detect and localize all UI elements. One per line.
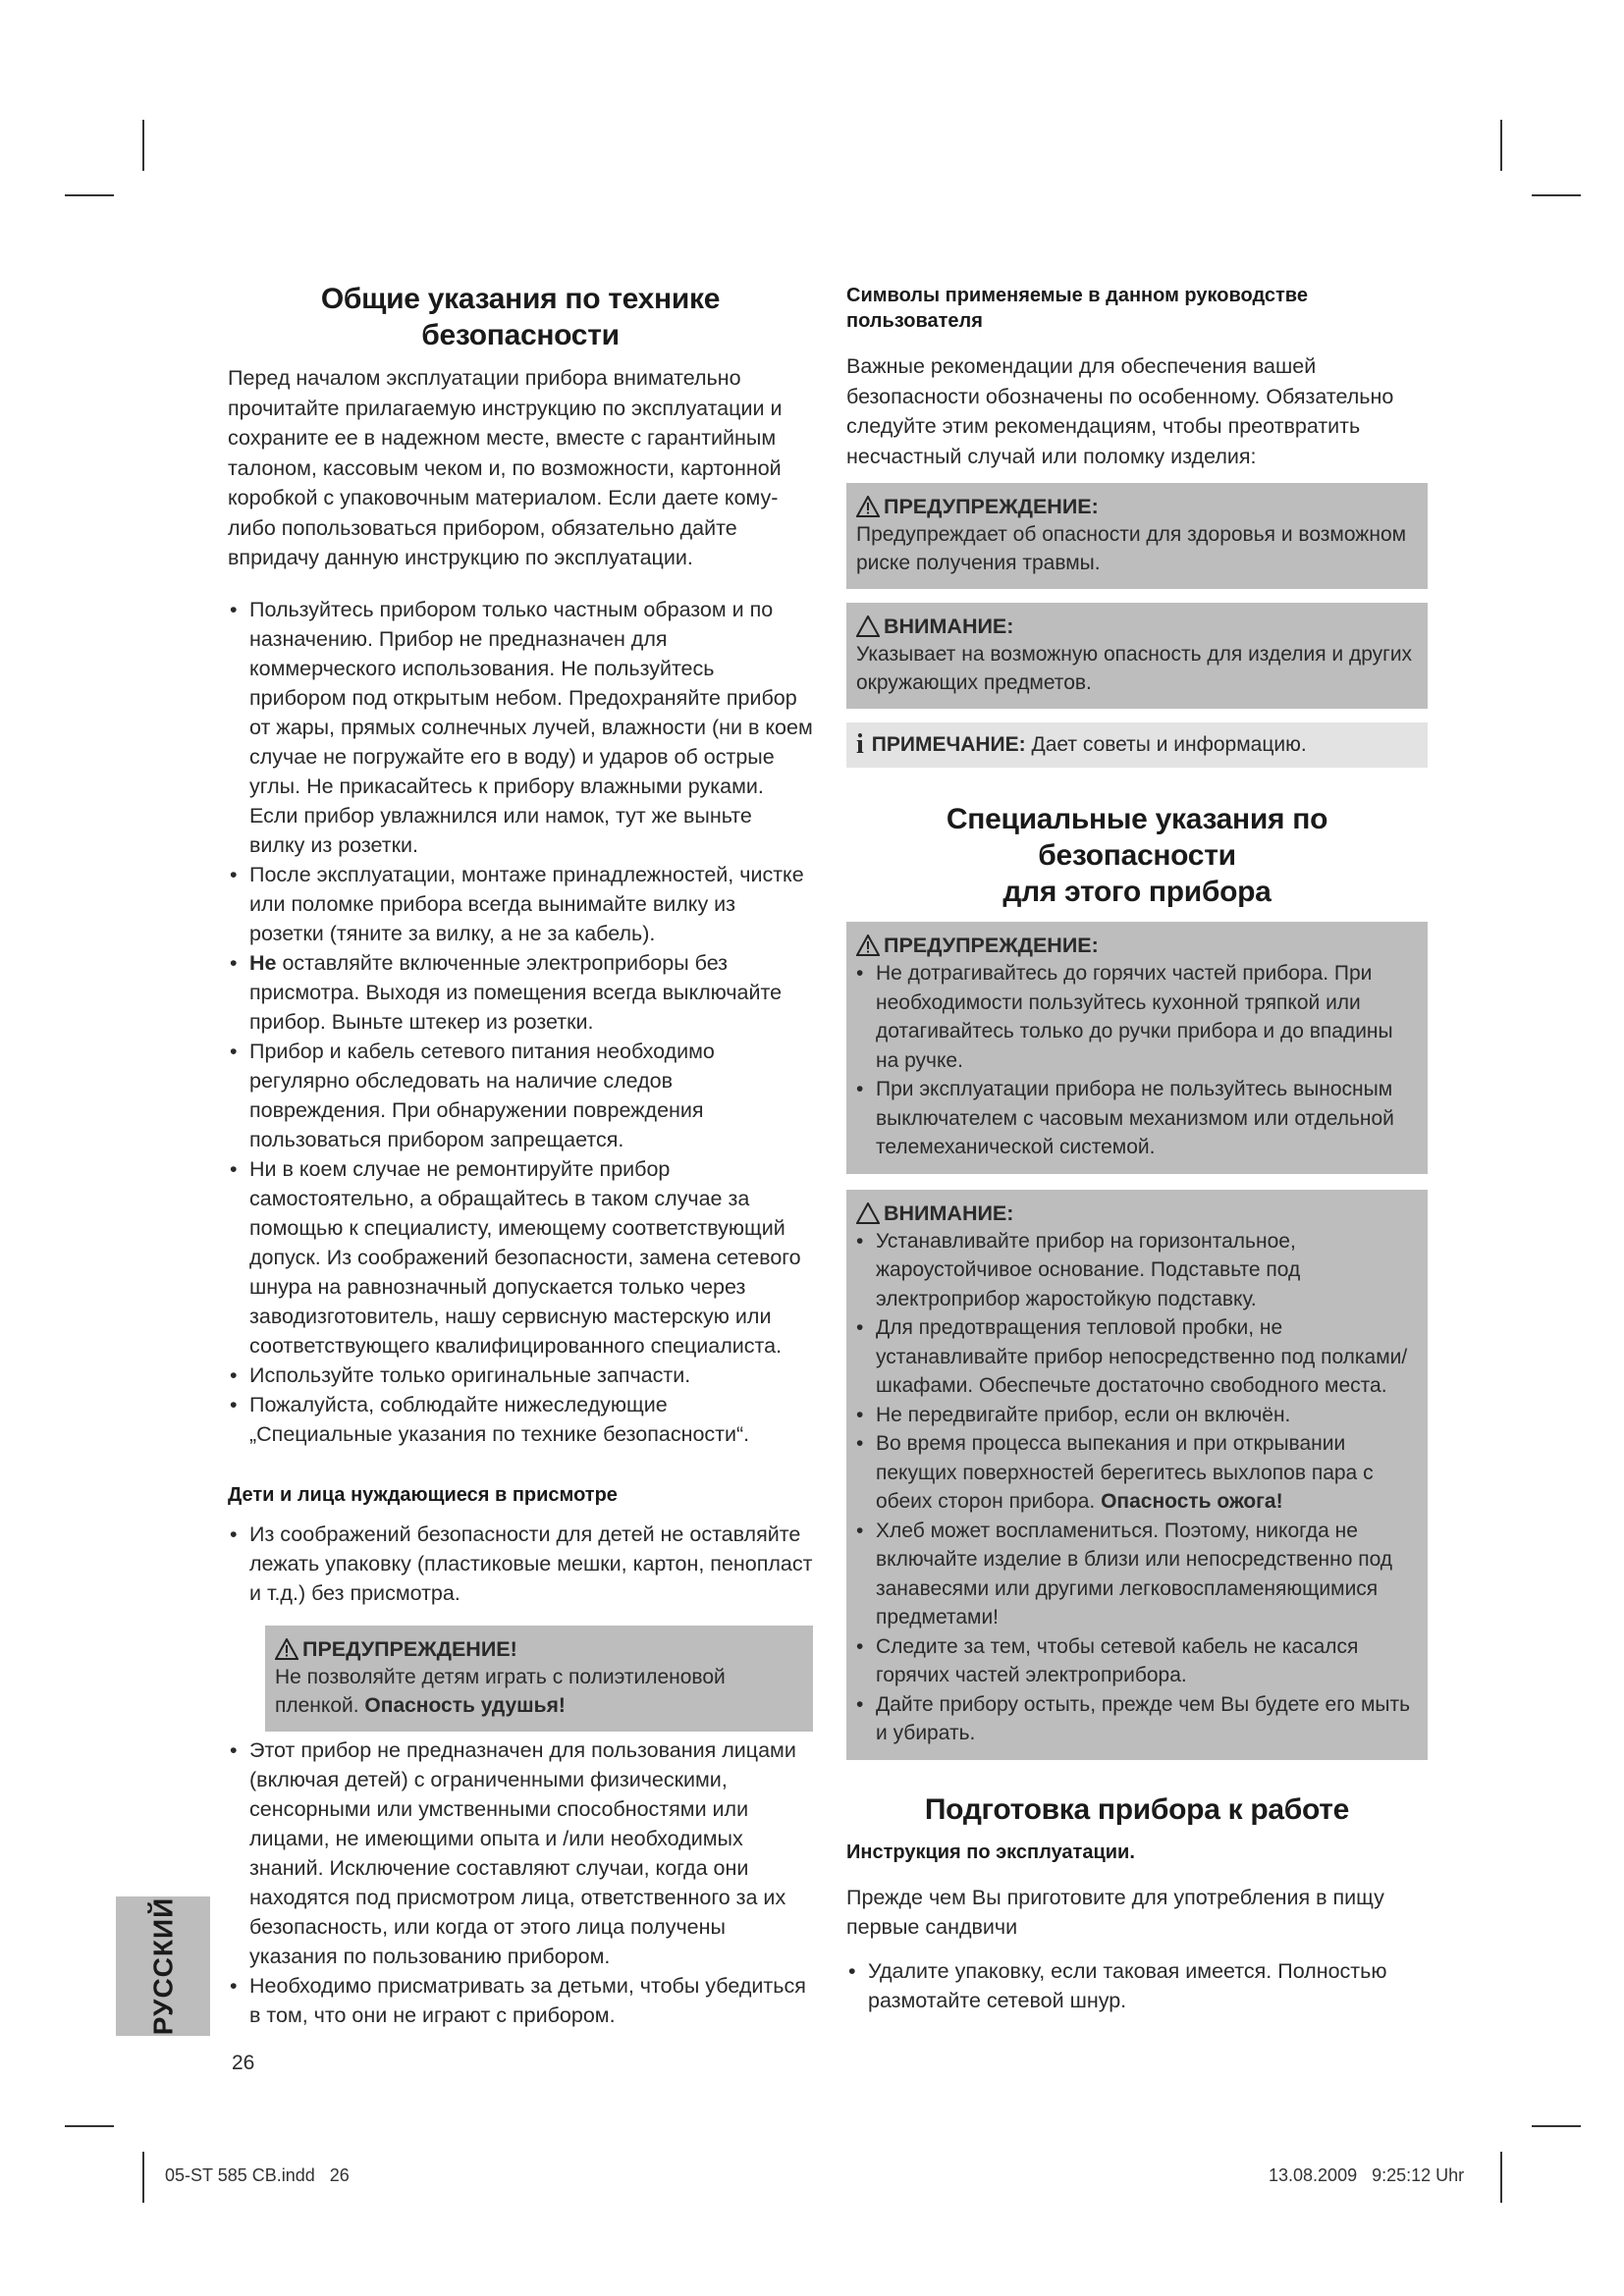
list-item: • Следите за тем, чтобы сетевой кабель не касался горячих частей электроприбора. [856, 1632, 1418, 1690]
special-safety-title: Специальные указания по безопасности для этого прибора [946, 803, 1328, 908]
caution-definition-box [846, 603, 1428, 709]
list-item: • После эксплуатации, монтаже принадлежностей, чистке или поломке прибора всегда вынимайте вилку из розетки (тяните за вилку, а не за кабель). [228, 860, 813, 948]
children-heading: Дети и лица нуждающиеся в присмотре [228, 1483, 618, 1506]
special-caution-list [856, 1227, 1418, 1748]
caution-definition-title: ВНИМАНИЕ: [856, 613, 1418, 640]
right-column [846, 281, 1428, 2015]
caution-triangle-icon [856, 615, 880, 637]
crop-mark [65, 2125, 114, 2127]
list-item: • Используйте только оригинальные запчасти. [228, 1361, 813, 1390]
list-item: • Ни в коем случае не ремонтируйте прибор самостоятельно, а обращайтесь в таком случае за помощью к специалисту, имеющему соответствующий допуск. Из соображений безопасности, замена сетевого шнура на равнозначный допускается только через заводизготовитель, нашу сервисную мастерскую или соответствующего квалифицированного специалиста. [228, 1154, 813, 1361]
preparation-subheading: Инструкция по эксплуатации. [846, 1841, 1135, 1863]
warning-triangle-icon [856, 496, 880, 517]
warning-triangle-icon [275, 1638, 298, 1660]
preparation-title: Подготовка прибора к работе [924, 1792, 1350, 1826]
children-warning-title: ПРЕДУПРЕЖДЕНИЕ! [275, 1635, 803, 1663]
special-warning-box [846, 922, 1428, 1174]
special-warning-title: ПРЕДУПРЕЖДЕНИЕ: [856, 932, 1418, 959]
warning-definition-box [846, 483, 1428, 589]
list-item: • Не дотрагивайтесь до горячих частей прибора. При необходимости пользуйтесь кухонной тряпкой или дотагивайтесь только до ручки прибора и до впадины на ручке. [856, 959, 1418, 1075]
list-item: • Пользуйтесь прибором только частным образом и по назначению. Прибор не предназначен для коммерческого использования. Не пользуйтесь прибором под открытым небом. Предохраняйте прибор от жары, прямых солнечных лучей, влажности (ни в коем случае не погружайте его в воду) и ударов об острые углы. Не прикасайтесь к прибору влажными руками. Если прибор увлажнился или намок, тут же выньте вилку из розетки. [228, 595, 813, 860]
list-item: • Из соображений безопасности для детей не оставляйте лежать упаковку (пластиковые мешки, картон, пенопласт и т.д.) без присмотра. [228, 1520, 813, 1608]
list-item: • Не оставляйте включенные электроприборы без присмотра. Выходя из помещения всегда выключайте прибор. Выньте штекер из розетки. [228, 948, 813, 1037]
language-tab [116, 1896, 210, 2036]
list-item: • Во время процесса выпекания и при открывании пекущих поверхностей берегитесь выхлопов пара с обеих сторон прибора. Опасность ожога! [856, 1429, 1418, 1517]
symbols-heading: Символы применяемые в данном руководстве пользователя [846, 285, 1308, 332]
children-warning-text: Не позволяйте детям играть с полиэтиленовой пленкой. Опасность удушья! [275, 1665, 726, 1717]
list-item: • Не передвигайте прибор, если он включён. [856, 1401, 1418, 1430]
crop-mark [142, 120, 144, 171]
crop-mark [1532, 2125, 1581, 2127]
info-icon: i [856, 729, 864, 760]
warning-definition-title: ПРЕДУПРЕЖДЕНИЕ: [856, 493, 1418, 520]
list-item: • Хлеб может воспламениться. Поэтому, никогда не включайте изделие в близи или непосредственно под занавесями или другими легковоспламеняющимися предметами! [856, 1517, 1418, 1632]
list-item: • Необходимо присматривать за детьми, чтобы убедиться в том, что они не играют с прибором. [228, 1971, 813, 2030]
footer-file-name: 05-ST 585 CB.indd 26 [165, 2165, 350, 2185]
special-caution-box [846, 1190, 1428, 1760]
preparation-list [846, 1956, 1428, 2015]
footer-timestamp: 13.08.2009 9:25:12 Uhr [1269, 2165, 1465, 2185]
children-list-2 [228, 1735, 813, 2030]
children-list [228, 1520, 813, 1608]
language-tab-label: РУССКИЙ [147, 1896, 179, 2036]
list-item: • Прибор и кабель сетевого питания необходимо регулярно обследовать на наличие следов повреждения. При обнаружении повреждения пользоваться прибором запрещается. [228, 1037, 813, 1154]
list-item: • Устанавливайте прибор на горизонтальное, жароустойчивое основание. Подставьте под электроприбор жаростойкую подставку. [856, 1227, 1418, 1314]
general-safety-intro: Перед началом эксплуатации прибора внимательно прочитайте прилагаемую инструкцию по эксплуатации и сохраните ее в надежном месте, вместе с гарантийным талоном, кассовым чеком и, по возможности, картонной коробкой с упаковочным материалом. Если даете кому-либо попользоваться прибором, обязательно дайте впридачу данную инструкцию по эксплуатации. [228, 366, 783, 569]
crop-mark [1532, 194, 1581, 196]
caution-definition-text: Указывает на возможную опасность для изделия и других окружающих предметов. [856, 643, 1413, 694]
list-item: • Пожалуйста, соблюдайте нижеследующие „Специальные указания по технике безопасности“. [228, 1390, 813, 1449]
children-warning-box [265, 1626, 813, 1732]
special-warning-list [856, 959, 1418, 1162]
list-item: • Этот прибор не предназначен для пользования лицами (включая детей) с ограниченными физическими, сенсорными или умственными способностями или лицами, не имеющими опыта и /или необходимых знаний. Исключение составляют случаи, когда они находятся под присмотром лица, ответственного за их безопасность, или когда от этого лица получены указания по пользованию прибором. [228, 1735, 813, 1971]
crop-mark [1500, 120, 1502, 171]
caution-triangle-icon [856, 1202, 880, 1224]
list-item: • Для предотвращения тепловой пробки, не устанавливайте прибор непосредственно под полками/шкафами. Обеспечьте достаточно свободного места. [856, 1313, 1418, 1401]
list-item: • Дайте прибору остыть, прежде чем Вы будете его мыть и убирать. [856, 1690, 1418, 1748]
warning-triangle-icon [856, 934, 880, 956]
preparation-intro: Прежде чем Вы приготовите для употребления в пищу первые сандвичи [846, 1885, 1384, 1939]
symbols-intro: Важные рекомендации для обеспечения вашей безопасности обозначены по особенному. Обязательно следуйте этим рекомендациям, чтобы преотвратить несчастный случай или поломку изделия: [846, 354, 1394, 468]
general-safety-title: Общие указания по технике безопасности [320, 283, 721, 351]
page-number: 26 [232, 2052, 255, 2074]
left-column [228, 281, 813, 2030]
list-item: • При эксплуатации прибора не пользуйтесь выносным выключателем с часовым механизмом или отдельной телемеханической системой. [856, 1075, 1418, 1162]
crop-mark [142, 2152, 144, 2203]
special-caution-title: ВНИМАНИЕ: [856, 1200, 1418, 1227]
note-definition-box: i ПРИМЕЧАНИЕ: Дает советы и информацию. [846, 722, 1428, 768]
crop-mark [1500, 2152, 1502, 2203]
list-item: • Удалите упаковку, если таковая имеется. Полностью размотайте сетевой шнур. [846, 1956, 1428, 2015]
general-safety-list [228, 595, 813, 1449]
crop-mark [65, 194, 114, 196]
warning-definition-text: Предупреждает об опасности для здоровья и возможном риске получения травмы. [856, 523, 1407, 574]
